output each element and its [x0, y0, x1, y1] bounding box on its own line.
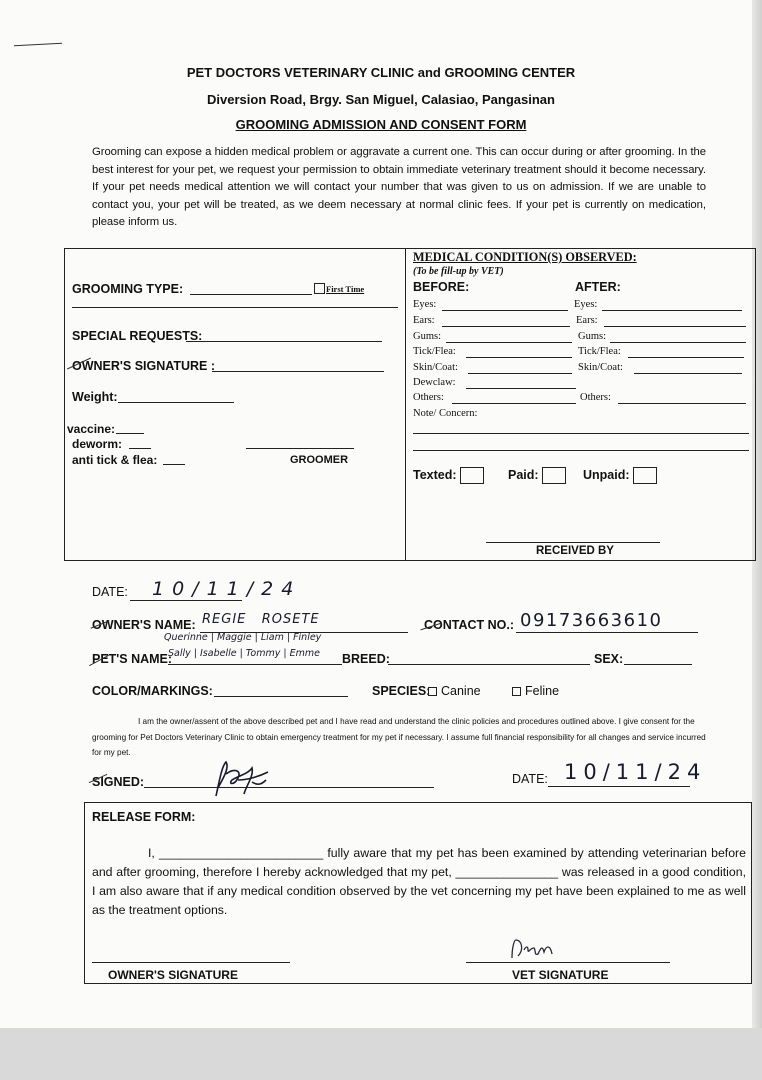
release-owner-signature-label: OWNER'S SIGNATURE: [108, 968, 238, 982]
unpaid-checkbox[interactable]: [633, 467, 657, 484]
release-vet-signature-label: VET SIGNATURE: [512, 968, 609, 982]
canine-checkbox[interactable]: [428, 687, 437, 696]
release-form-title: RELEASE FORM:: [92, 810, 196, 824]
texted-text: Texted:: [413, 467, 457, 482]
signed-date-label: DATE:: [512, 772, 548, 786]
owners-name-label: OWNER'S NAME:: [92, 618, 196, 632]
note-line-2[interactable]: [413, 450, 749, 451]
before-eyes-label: Eyes:: [413, 299, 437, 310]
species-label: SPECIES:: [372, 684, 431, 698]
feline-option[interactable]: [512, 684, 559, 698]
received-by-line[interactable]: [486, 542, 660, 543]
grooming-type-field[interactable]: [190, 294, 312, 295]
clinic-address: Diversion Road, Brgy. San Miguel, Calasiao, Pangasinan: [207, 92, 555, 107]
special-requests-field[interactable]: [186, 341, 382, 342]
first-time-checkbox[interactable]: [314, 283, 325, 294]
breed-label: BREED:: [342, 652, 390, 666]
after-gums-label: Gums:: [578, 331, 607, 342]
special-requests-label: SPECIAL REQUESTS:: [72, 329, 203, 343]
before-dewclaw-field[interactable]: [466, 388, 576, 389]
unpaid-label: [583, 467, 657, 484]
signed-date-value: 10/11/24: [564, 760, 707, 784]
owner-signature-label: OWNER'S SIGNATURE :: [72, 359, 216, 373]
weight-field[interactable]: [118, 402, 234, 403]
after-gums-field[interactable]: [610, 342, 746, 343]
sex-label: SEX:: [594, 652, 624, 666]
date-label: DATE:: [92, 585, 128, 599]
vaccine-label: vaccine:: [67, 422, 116, 436]
owner-signature-drawing: [208, 758, 272, 800]
pen-stroke-mark: [14, 43, 62, 47]
before-ears-label: Ears:: [413, 315, 435, 326]
release-paragraph: I, ________________________ fully aware that my pet has been examined by attending veterinarian before and after grooming, therefore I hereby acknowledged that my pet, _______________ was released in a good condition, I am also aware that if any medical condition observed by the vet concerning my pet have been explained to me as well as the treatment options.: [92, 846, 746, 917]
unpaid-text: Unpaid:: [583, 467, 630, 482]
before-skin-field[interactable]: [468, 373, 572, 374]
signed-date-field[interactable]: [548, 786, 690, 787]
weight-label: Weight:: [72, 390, 118, 404]
pets-name-label: PET'S NAME:: [92, 652, 173, 666]
before-gums-label: Gums:: [413, 331, 442, 342]
before-ears-field[interactable]: [442, 326, 570, 327]
pets-name-value-line1: Querinne | Maggie | Liam | Finley: [164, 632, 322, 643]
color-markings-label: COLOR/MARKINGS:: [92, 684, 213, 698]
paid-text: Paid:: [508, 467, 539, 482]
after-ears-label: Ears:: [576, 315, 598, 326]
vaccine-field[interactable]: [116, 433, 144, 434]
before-eyes-field[interactable]: [442, 310, 568, 311]
first-time-label: First Time: [326, 284, 365, 294]
before-tick-label: Tick/Flea:: [413, 346, 456, 357]
vet-signature-drawing: [508, 936, 560, 962]
contact-label: CONTACT NO.:: [424, 618, 515, 632]
intro-paragraph: Grooming can expose a hidden medical problem or aggravate a current one. This can occur during or after grooming. In the best interest for your pet, we request your permission to obtain immediate veterinary treatment should it become necessary. If your pet needs medical attention we will contact your number that was given to us on admission. If we are unable to contact you, your pet will be treated, as we deem necessary at normal clinic fees. If your pet is currently on medication, please inform us.: [92, 146, 706, 228]
after-ears-field[interactable]: [604, 326, 746, 327]
vet-fill-note: (To be fill-up by VET): [413, 266, 504, 277]
anti-tick-label: anti tick & flea:: [72, 453, 158, 467]
after-skin-label: Skin/Coat:: [578, 362, 623, 373]
groomer-signature-line[interactable]: [246, 448, 354, 449]
vet-signature-line[interactable]: [466, 962, 670, 963]
note-concern-label: Note/ Concern:: [413, 408, 478, 419]
before-tick-field[interactable]: [466, 357, 572, 358]
before-label: BEFORE:: [413, 280, 470, 294]
after-skin-field[interactable]: [634, 373, 742, 374]
texted-checkbox[interactable]: [460, 467, 484, 484]
before-others-label: Others:: [413, 392, 444, 403]
consent-paragraph: I am the owner/assent of the above described pet and I have read and understand the clinic policies and procedures outlined above. I give consent for the grooming for Pet Doctors Veterinary Clinic to obtain emergency treatment for my pet if necessary. I assume full financial responsibility for all changes and service incurred for my pet.: [92, 717, 706, 757]
after-label: AFTER:: [575, 280, 621, 294]
after-others-field[interactable]: [618, 403, 746, 404]
grooming-type-label: GROOMING TYPE:: [72, 282, 184, 296]
owner-signature-field[interactable]: [212, 371, 384, 372]
owners-name-value: REGIE ROSETE: [202, 612, 320, 627]
after-eyes-label: Eyes:: [574, 299, 598, 310]
paid-checkbox[interactable]: [542, 467, 566, 484]
received-by-label: RECEIVED BY: [536, 545, 614, 557]
canine-option[interactable]: [428, 684, 481, 698]
medical-condition-title: MEDICAL CONDITION(S) OBSERVED:: [413, 250, 637, 264]
paid-label: [508, 467, 566, 484]
breed-field[interactable]: [388, 664, 590, 665]
after-tick-label: Tick/Flea:: [578, 346, 621, 357]
signed-field[interactable]: [144, 787, 434, 788]
clinic-name: PET DOCTORS VETERINARY CLINIC and GROOMING CENTER: [186, 65, 576, 80]
feline-checkbox[interactable]: [512, 687, 521, 696]
after-eyes-field[interactable]: [602, 310, 742, 311]
grooming-type-second-line[interactable]: [72, 307, 398, 308]
contact-field[interactable]: [516, 632, 698, 633]
feline-text: Feline: [525, 684, 560, 698]
owner-signature-line[interactable]: [92, 962, 290, 963]
deworm-field[interactable]: [129, 448, 151, 449]
after-tick-field[interactable]: [628, 357, 744, 358]
note-line-1[interactable]: [413, 433, 749, 434]
before-gums-field[interactable]: [446, 342, 572, 343]
after-others-label: Others:: [580, 392, 611, 403]
date-value: 10/11/24: [152, 578, 302, 600]
texted-label: [413, 467, 484, 484]
form-title: GROOMING ADMISSION AND CONSENT FORM: [235, 117, 527, 132]
section-divider: [405, 248, 406, 561]
anti-tick-field[interactable]: [163, 464, 185, 465]
before-others-field[interactable]: [452, 403, 576, 404]
groomer-label: GROOMER: [290, 454, 349, 466]
color-markings-field[interactable]: [214, 696, 348, 697]
pets-name-field[interactable]: [168, 664, 342, 665]
contact-value: 09173663610: [520, 610, 663, 631]
pets-name-value-line2: Sally | Isabelle | Tommy | Emme: [168, 648, 320, 659]
signed-label: SIGNED:: [92, 775, 145, 789]
sex-field[interactable]: [624, 664, 692, 665]
date-field[interactable]: [130, 600, 242, 601]
before-dewclaw-label: Dewclaw:: [413, 377, 456, 388]
canine-text: Canine: [441, 684, 481, 698]
deworm-label: deworm:: [72, 437, 123, 451]
before-skin-label: Skin/Coat:: [413, 362, 458, 373]
